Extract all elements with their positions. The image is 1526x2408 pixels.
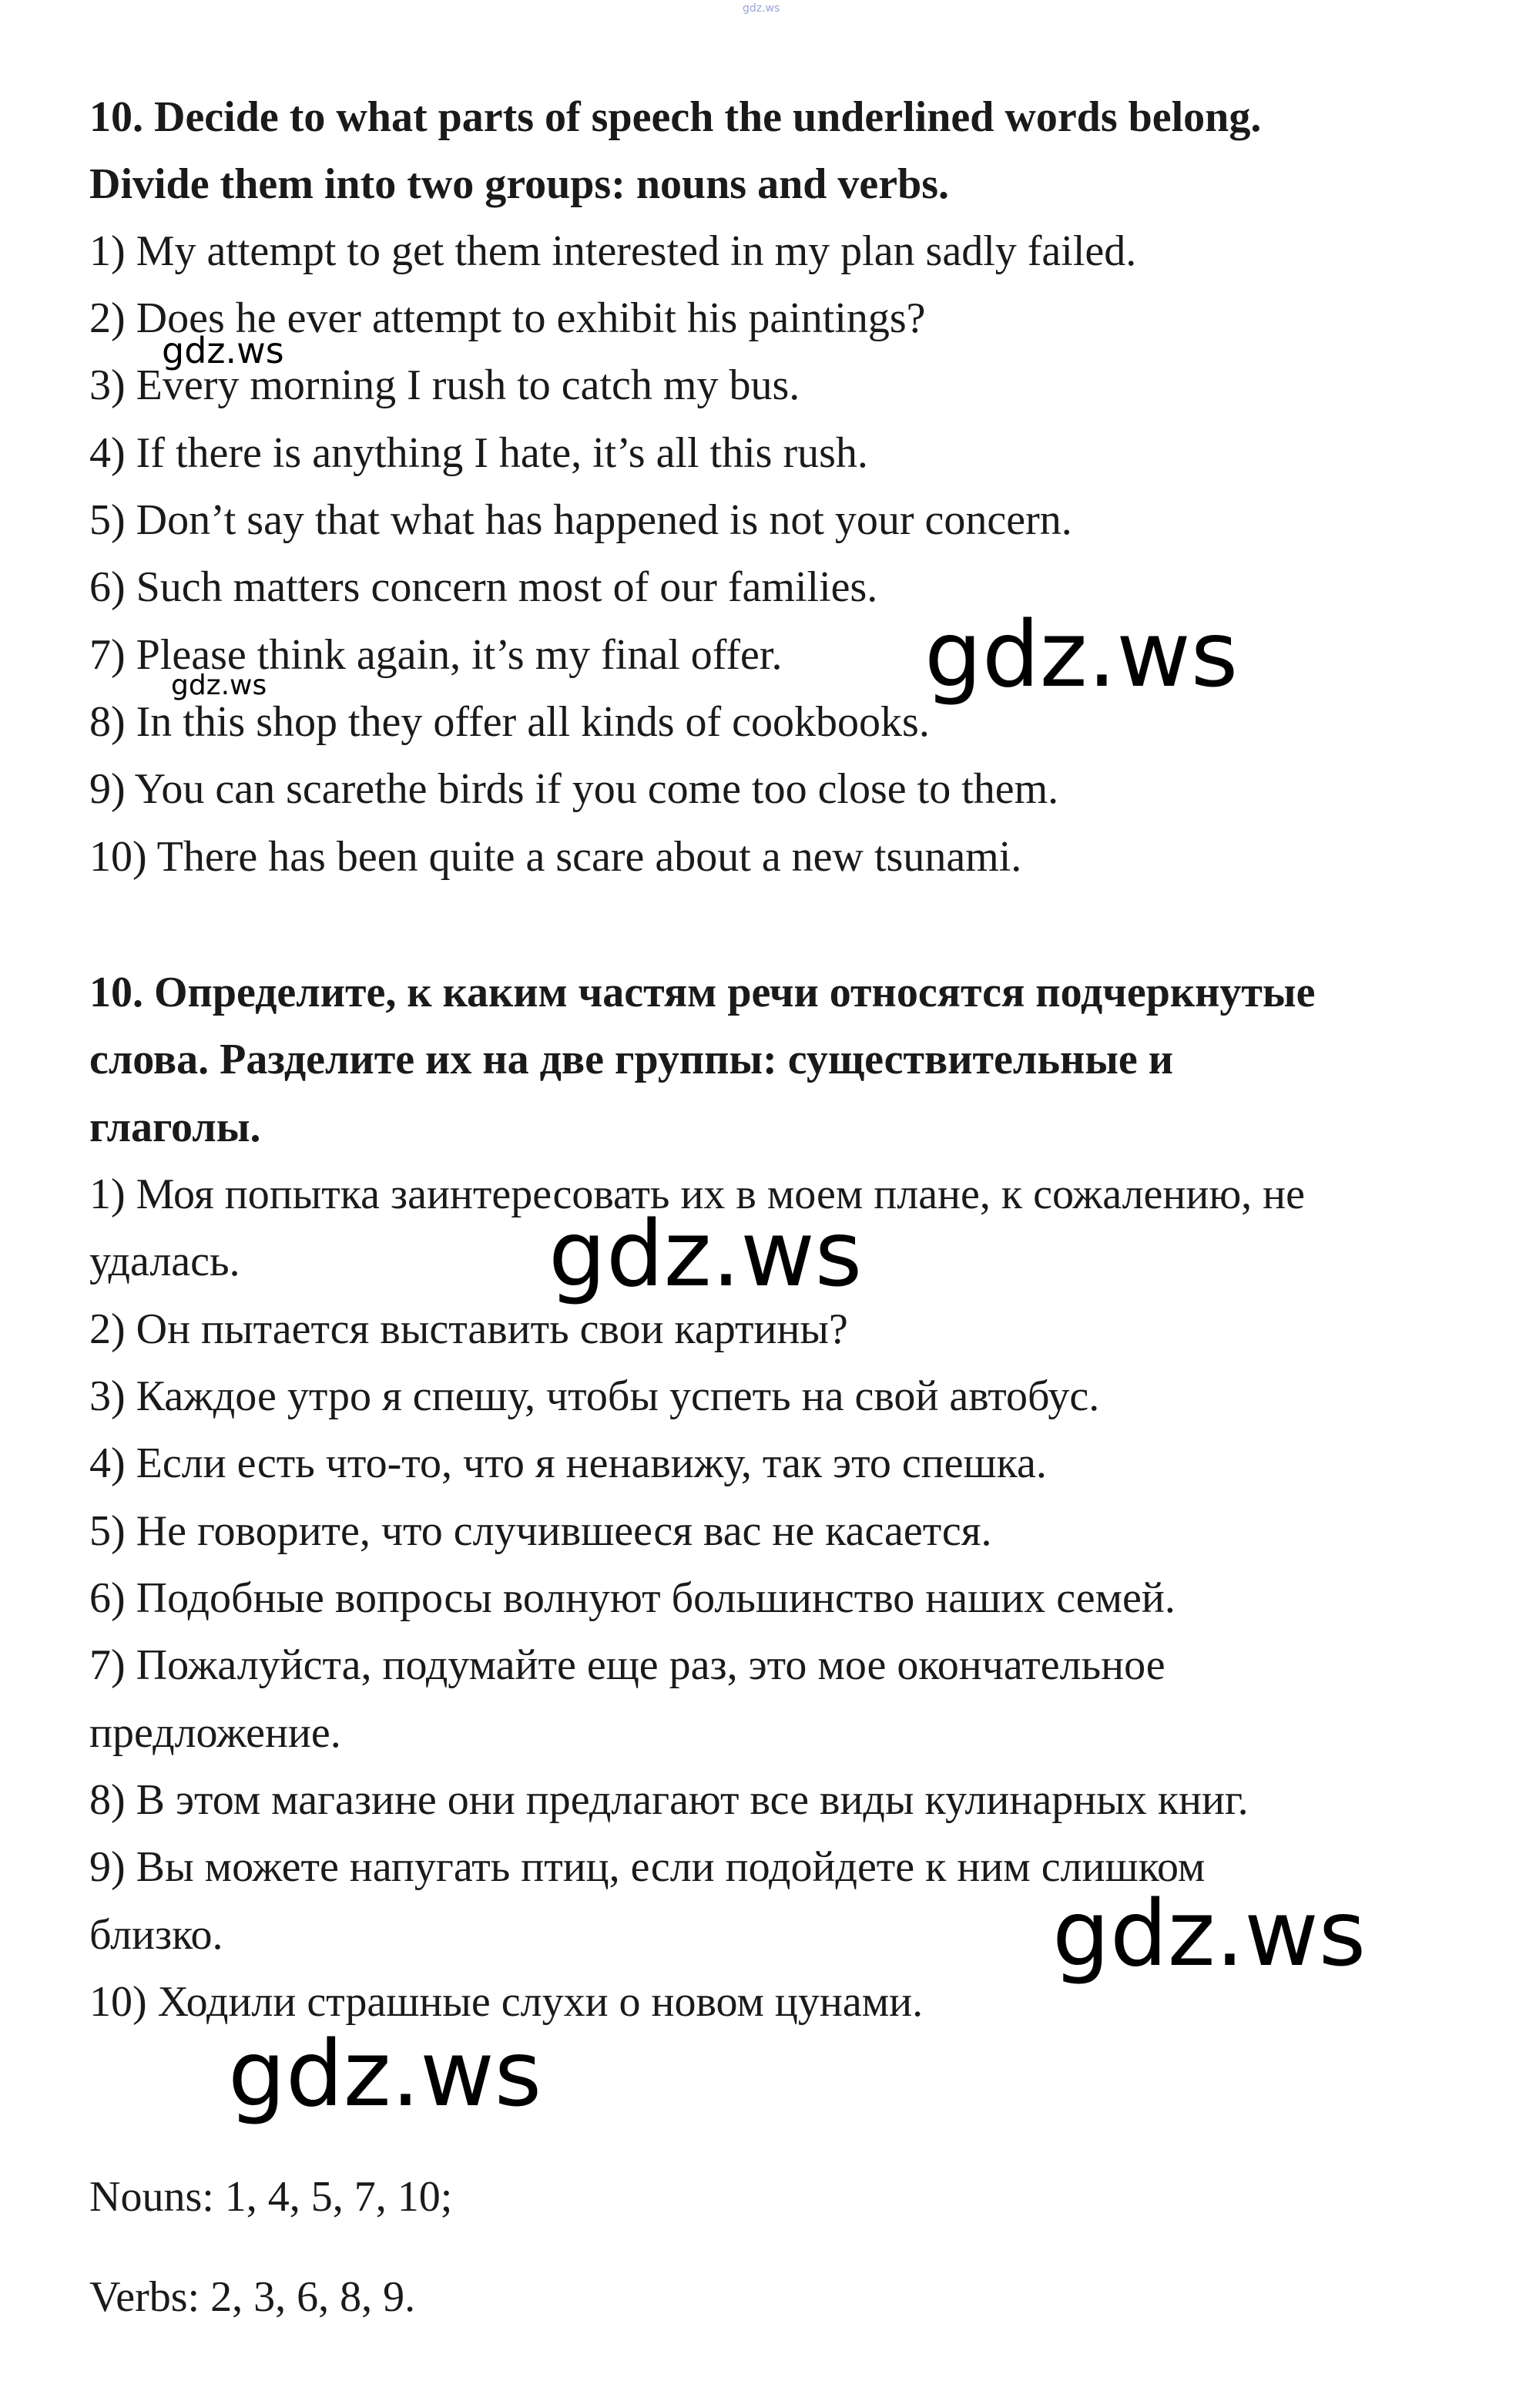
- task-heading-en-line1: 10. Decide to what parts of speech the underlined words belong.: [89, 93, 1262, 141]
- ru-line: 8) В этом магазине они предлагают все виды кулинарных книг.: [89, 1776, 1249, 1824]
- en-item-1: 1) My attempt to get them interested in my plan sadly failed.: [89, 227, 1137, 275]
- ru-line: 4) Если есть что-то, что я ненавижу, так это спешка.: [89, 1439, 1047, 1487]
- en-item-9: 9) You can scarethe birds if you come too close to them.: [89, 765, 1059, 813]
- ru-line: 5) Не говорите, что случившееся вас не касается.: [89, 1507, 992, 1555]
- en-item-3: 3) Every morning I rush to catch my bus.: [89, 361, 800, 409]
- task-heading-ru-line3: глаголы.: [89, 1103, 261, 1151]
- watermark: gdz.ws: [171, 670, 267, 701]
- watermark: gdz.ws: [548, 1201, 863, 1307]
- en-item-8: 8) In this shop they offer all kinds of cookbooks.: [89, 698, 930, 746]
- en-item-6: 6) Such matters concern most of our families.: [89, 563, 878, 611]
- ru-line: близко.: [89, 1911, 223, 1959]
- ru-line: 6) Подобные вопросы волнуют большинство наших семей.: [89, 1574, 1176, 1622]
- answer-verbs: Verbs: 2, 3, 6, 8, 9.: [89, 2273, 416, 2321]
- ru-line: 9) Вы можете напугать птиц, если подойдете к ним слишком: [89, 1843, 1206, 1891]
- answer-nouns: Nouns: 1, 4, 5, 7, 10;: [89, 2173, 453, 2221]
- en-item-2: 2) Does he ever attempt to exhibit his paintings?: [89, 294, 926, 342]
- ru-line: 2) Он пытается выставить свои картины?: [89, 1305, 848, 1353]
- en-item-5: 5) Don’t say that what has happened is not your concern.: [89, 496, 1072, 544]
- ru-line: удалась.: [89, 1238, 240, 1285]
- ru-line: 3) Каждое утро я спешу, чтобы успеть на свой автобус.: [89, 1372, 1100, 1420]
- watermark-top: gdz.ws: [743, 2, 780, 15]
- watermark: gdz.ws: [162, 330, 284, 371]
- task-heading-ru-line2: слова. Разделите их на две группы: существительные и: [89, 1036, 1174, 1083]
- watermark: gdz.ws: [924, 601, 1239, 707]
- ru-line: 7) Пожалуйста, подумайте еще раз, это мое окончательное: [89, 1641, 1165, 1689]
- ru-line: 10) Ходили страшные слухи о новом цунами.: [89, 1978, 924, 2026]
- en-item-10: 10) There has been quite a scare about a new tsunami.: [89, 833, 1022, 881]
- en-item-4: 4) If there is anything I hate, it’s all this rush.: [89, 429, 868, 477]
- ru-line: 1) Моя попытка заинтересовать их в моем плане, к сожалению, не: [89, 1170, 1305, 1218]
- task-heading-ru-line1: 10. Определите, к каким частям речи относятся подчеркнутые: [89, 969, 1316, 1016]
- watermark: gdz.ws: [1052, 1880, 1367, 1987]
- ru-line: предложение.: [89, 1709, 341, 1757]
- watermark: gdz.ws: [228, 2020, 542, 2127]
- task-heading-en-line2: Divide them into two groups: nouns and verbs.: [89, 160, 950, 208]
- en-item-7: 7) Please think again, it’s my final offer.: [89, 631, 783, 679]
